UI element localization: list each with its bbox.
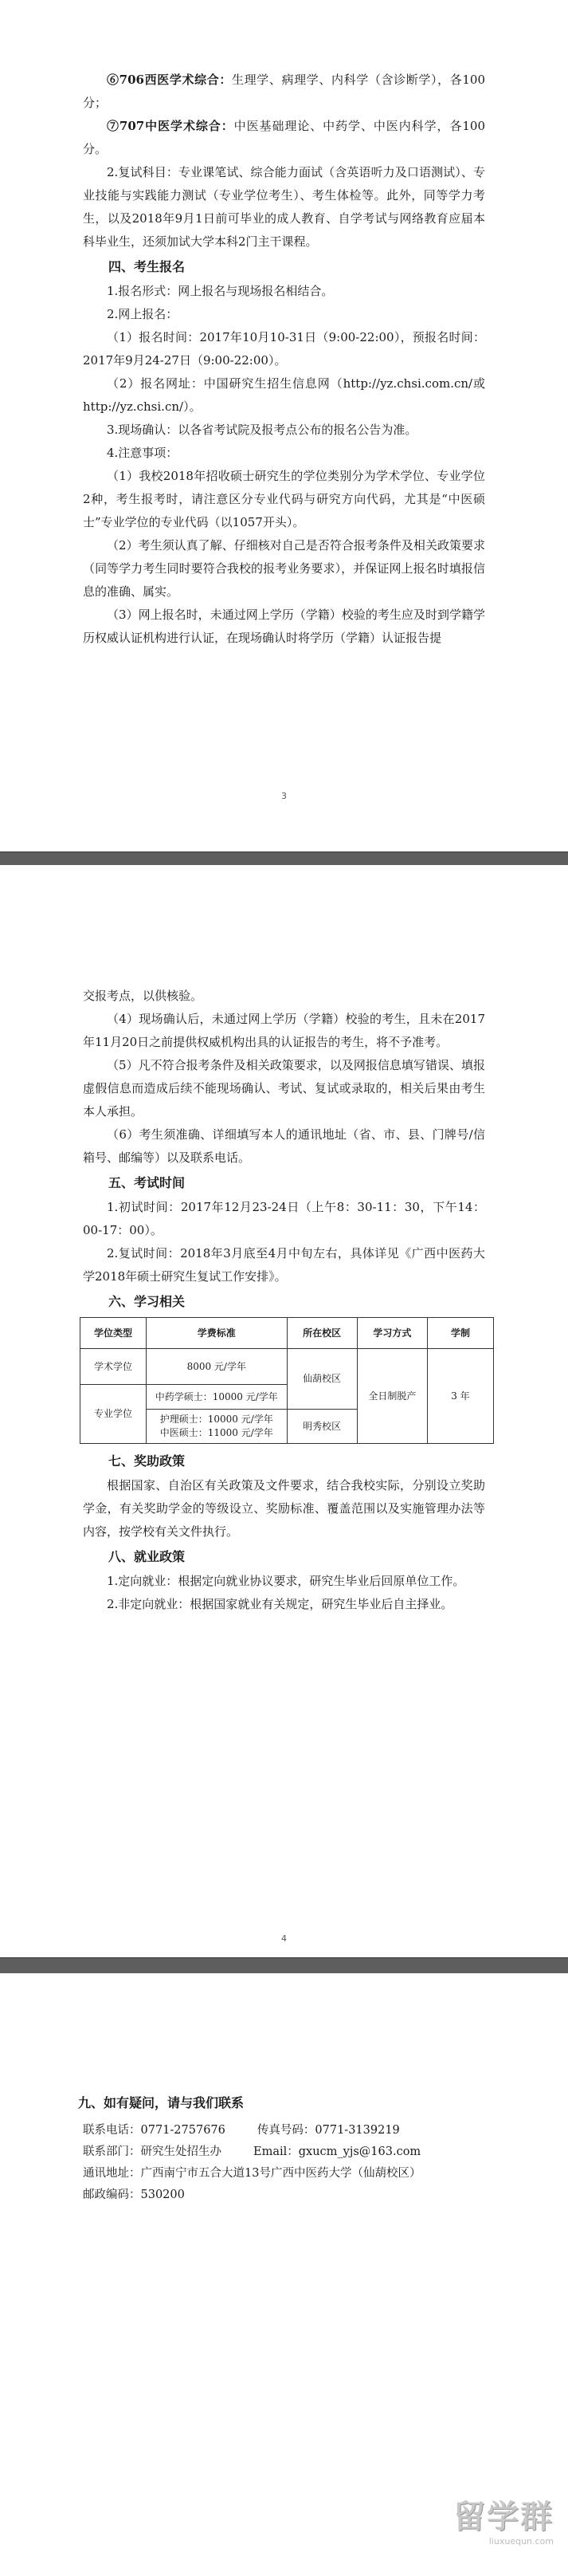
page-number: 3 <box>281 791 287 801</box>
header-tuition: 学费标准 <box>147 1318 287 1349</box>
cell-campus-1: 仙葫校区 <box>287 1349 357 1410</box>
exam-time-1: 1.初试时间：2017年12月23-24日（上午8：30-11：30，下午14：00-17：00）。 <box>83 1200 485 1237</box>
job-policy-2: 2.非定向就业：根据国家就业有关规定，研究生毕业后自主择业。 <box>107 1597 453 1611</box>
section-9-heading: 九、如有疑问，请与我们联系 <box>78 2095 245 2110</box>
subject-706-label: ⑥706西医学术综合： <box>107 73 232 87</box>
registration-site: （2）报名网址：中国研究生招生信息网（http://yz.chsi.com.cn/或http://yz.chsi.cn/）。 <box>83 376 485 414</box>
onsite-confirmation: 3.现场确认：以各省考试院及报考点公布的报名公告为准。 <box>107 423 417 437</box>
contact-phone-line <box>83 2120 485 2141</box>
cell-prof-fee-1: 中药学硕士：10000 元/学年 <box>147 1385 287 1410</box>
subject-707 <box>83 115 485 161</box>
contact-section <box>78 2090 485 2206</box>
page-number: 4 <box>281 1933 287 1944</box>
subject-706 <box>83 69 485 115</box>
header-study-mode: 学习方式 <box>357 1318 427 1349</box>
cell-campus-2: 明秀校区 <box>287 1410 357 1444</box>
table-header-row <box>80 1318 494 1349</box>
header-campus: 所在校区 <box>287 1318 357 1349</box>
document-page-3 <box>0 0 568 851</box>
online-registration: 2.网上报名： <box>107 307 178 321</box>
contact-email: Email：gxucm_yjs@163.com <box>253 2145 421 2158</box>
subject-707-label: ⑦707中医学术综合： <box>107 119 234 133</box>
contact-dept-line <box>83 2141 485 2163</box>
exam-time-2: 2.复试时间：2018年3月底至4月中旬左右，具体详见《广西中医药大学2018年硕士研究生复试工作安排》。 <box>83 1246 485 1284</box>
site-watermark-logo <box>410 2498 554 2557</box>
section-5-heading: 五、考试时间 <box>108 1175 186 1190</box>
job-policy-1: 1.定向就业：根据定向就业协议要求，研究生毕业后回原单位工作。 <box>107 1574 465 1588</box>
cell-prof-fee-2-3 <box>147 1410 287 1444</box>
notes-heading: 4.注意事项： <box>107 446 178 460</box>
contact-fax: 传真号码：0771-3139219 <box>257 2124 400 2137</box>
table-row <box>80 1349 494 1385</box>
page-separator <box>0 1957 568 1975</box>
note-4: （4）现场确认后，未通过网上学历（学籍）校验的考生，且未在2017年11月20日之前提供权威机构出具的认证报告的考生，将不予准考。 <box>83 1012 485 1049</box>
study-table <box>80 1317 494 1444</box>
subject-706-text: 生理学、病理学、内科学（含诊断学），各100分； <box>83 73 485 110</box>
contact-address: 通讯地址：广西南宁市五合大道13号广西中医药大学（仙葫校区） <box>83 2167 421 2180</box>
registration-form: 1.报名形式：网上报名与现场报名相结合。 <box>107 284 334 298</box>
note-6: （6）考生须准确、详细填写本人的通讯地址（省、市、县、门牌号/信箱号、邮编等）以及联系电话。 <box>83 1127 485 1165</box>
note-3-part-2: 交报考点，以供核验。 <box>83 989 203 1003</box>
subject-707-text: 中医基础理论、中药学、中医内科学，各100分。 <box>83 119 486 156</box>
retest-subjects: 2.复试科目：专业课笔试、综合能力面试（含英语听力及口语测试）、专业技能与实践能力测试（专业学位考生）、考生体检等。此外，同等学力考生，以及2018年9月1日前可毕业的成人教育、自学考试与网络教育应届本科毕业生，还须加试大学本科2门主干课程。 <box>83 165 485 249</box>
section-8-heading: 八、就业政策 <box>108 1549 186 1564</box>
cell-professional-type: 专业学位 <box>80 1385 147 1444</box>
section-4-heading: 四、考生报名 <box>108 259 186 274</box>
prof-fee-3: 中医硕士：11000 元/学年 <box>159 1427 273 1438</box>
note-2: （2）考生须认真了解、仔细核对自己是否符合报考条件及相关政策要求（同等学力考生同时要符合我校的报考业务要求），并保证网上报名时填报信息的准确、属实。 <box>83 538 485 599</box>
cell-academic-fee: 8000 元/学年 <box>147 1349 287 1385</box>
scholarship-policy: 根据国家、自治区有关政策及文件要求，结合我校实际，分别设立奖助学金，有关奖助学金的等级设立、奖励标准、覆盖范围以及实施管理办法等内容，按学校有关文件执行。 <box>83 1478 485 1539</box>
contact-dept: 联系部门：研究生处招生办 <box>83 2145 221 2158</box>
document-page-5 <box>0 1973 568 2576</box>
note-1: （1）我校2018年招收硕士研究生的学位类别分为学术学位、专业学位2种，考生报考时，请注意区分专业代码与研究方向代码，尤其是“中医硕士”专业学位的专业代码（以1057开头）。 <box>83 469 485 529</box>
contact-phone: 联系电话：0771-2757676 <box>83 2124 225 2137</box>
watermark-url: liuxuequn.com <box>488 2536 554 2547</box>
note-3-part-1: （3）网上报名时，未通过网上学历（学籍）校验的考生应及时到学籍学历权威认证机构进行认证，在现场确认时将学历（学籍）认证报告提 <box>83 608 485 645</box>
document-page-4 <box>0 865 568 1957</box>
header-degree-type: 学位类型 <box>80 1318 147 1349</box>
header-duration: 学制 <box>427 1318 493 1349</box>
section-7-heading: 七、奖助政策 <box>108 1453 186 1469</box>
note-5: （5）凡不符合报考条件及相关政策要求，以及网报信息填写错误、填报虚假信息而造成后续不能现场确认、考试、复试或录取的，相关后果由考生本人承担。 <box>83 1058 485 1119</box>
cell-academic-type: 学术学位 <box>80 1349 147 1385</box>
registration-time: （1）报名时间：2017年10月10-31日（9:00-22:00），预报名时间：2017年9月24-27日（9:00-22:00）。 <box>83 330 485 368</box>
watermark-text: 留学群 <box>453 2499 554 2535</box>
cell-study-mode: 全日制脱产 <box>357 1349 427 1444</box>
section-6-heading: 六、学习相关 <box>108 1294 186 1309</box>
cell-duration: 3 年 <box>427 1349 493 1444</box>
prof-fee-2: 护理硕士：10000 元/学年 <box>159 1414 273 1425</box>
contact-postcode: 邮政编码：530200 <box>83 2189 185 2201</box>
